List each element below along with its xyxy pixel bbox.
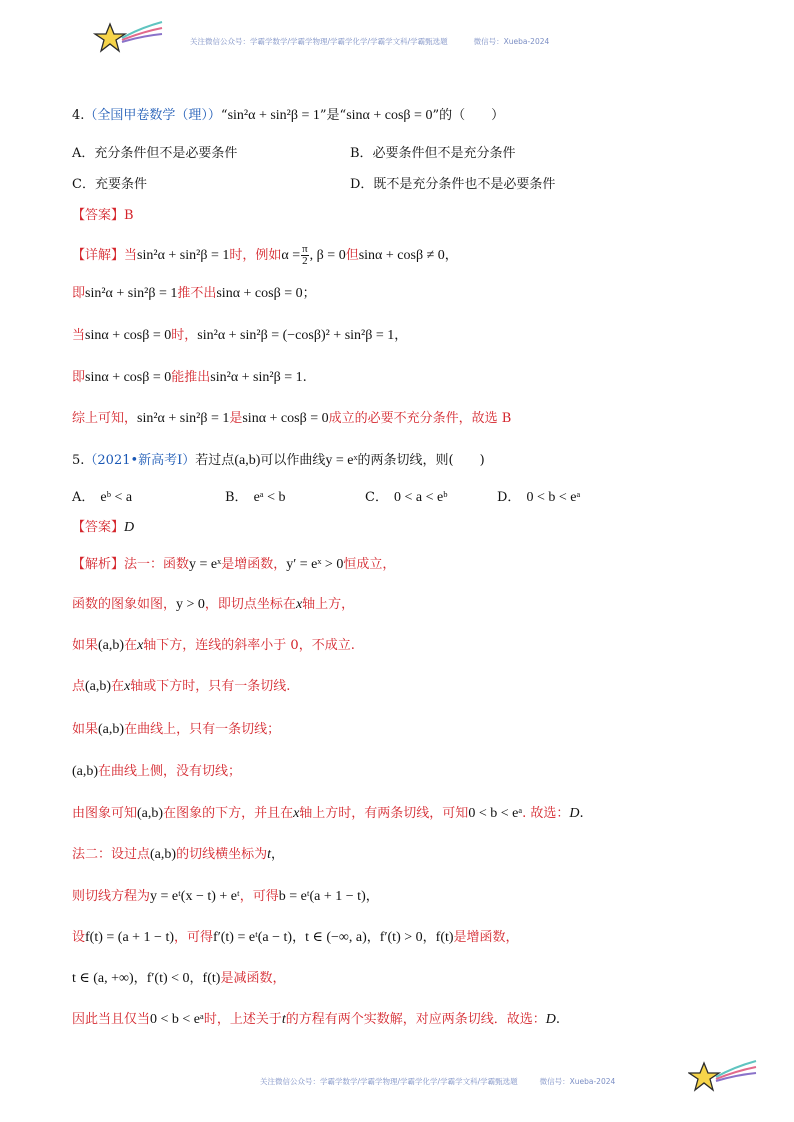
text: 在 xyxy=(124,638,138,653)
math: x xyxy=(295,597,303,612)
math: sin²α + sin²β = (−cosβ)² + sin²β = 1 xyxy=(197,328,395,343)
math: (a,b) xyxy=(137,806,164,821)
q4-detail-line2 xyxy=(72,285,316,303)
math: (a,b) xyxy=(98,722,125,737)
text: ， xyxy=(366,930,380,945)
math: x xyxy=(124,679,131,694)
math: sin²α + sin²β = 1 xyxy=(85,286,178,301)
q5-option-d xyxy=(497,489,580,507)
text: 如果 xyxy=(72,722,99,737)
text: ，即切点坐标在 xyxy=(204,597,296,612)
math: 0 < b < eᵃ xyxy=(150,1012,204,1027)
text: 在曲线上侧，没有切线； xyxy=(98,764,242,779)
text: 在曲线上，只有一条切线； xyxy=(124,722,281,737)
text: 即 xyxy=(72,370,86,385)
text: . 故选： xyxy=(522,806,570,821)
math: D xyxy=(569,806,580,821)
text: . xyxy=(555,1012,561,1027)
answer-value: B xyxy=(124,208,134,223)
math: sin²α + sin²β = 1 xyxy=(137,411,230,426)
math: sinα + cosβ = 0 xyxy=(85,328,172,343)
page-footer xyxy=(260,1076,615,1087)
option-math: 0 < a < eᵇ xyxy=(393,490,448,505)
math: f′(t) = eᵗ(a − t) xyxy=(213,930,293,945)
q5-option-c xyxy=(365,489,448,507)
text: 因此当且仅当 xyxy=(72,1012,151,1027)
text: ， xyxy=(365,889,379,904)
q4-detail-line4 xyxy=(72,369,307,387)
text: 可以作曲线 xyxy=(260,453,326,468)
text: 的两条切线，则( ) xyxy=(357,453,485,468)
q4-stem xyxy=(72,107,504,125)
q4-stem-close: ”的（ ） xyxy=(432,108,505,123)
option-math: eᵇ < a xyxy=(100,490,133,505)
text: 时，例如 xyxy=(229,248,282,263)
math: f′(t) > 0 xyxy=(379,930,423,945)
q4-quote: “ xyxy=(220,108,228,123)
text: 如果 xyxy=(72,638,99,653)
text: 轴上方时，有两条切线，可知 xyxy=(299,806,469,821)
math: α = xyxy=(281,248,301,263)
text: 综上可知， xyxy=(72,411,138,426)
footer-text: 关注微信公众号：学霸学数学/学霸学物理/学霸学化学/学霸学文科/学霸甄选题 xyxy=(260,1077,518,1086)
text: ， xyxy=(270,847,284,862)
text: 函数的图象如图， xyxy=(72,597,177,612)
q4-detail-line5 xyxy=(72,410,511,428)
text: 恒成立， xyxy=(343,557,396,572)
text: ， xyxy=(189,971,203,986)
math: b = eᵗ(a + 1 − t) xyxy=(278,889,366,904)
text: 设 xyxy=(72,930,86,945)
q5-solution-line10 xyxy=(72,929,519,947)
text: 能推出 xyxy=(171,370,211,385)
math: (a,b) xyxy=(85,679,112,694)
q5-option-a xyxy=(72,489,132,507)
text: 时，上述关于 xyxy=(203,1012,282,1027)
q4-cond1: sin²α + sin²β = 1 xyxy=(227,108,320,123)
math: sinα + cosβ = 0 xyxy=(85,370,172,385)
math: 0 < b < eᵃ xyxy=(468,806,523,821)
q5-solution-line12 xyxy=(72,1011,560,1029)
text: 时， xyxy=(171,328,198,343)
q5-solution-line5 xyxy=(72,721,280,739)
math: x xyxy=(293,806,300,821)
q5-solution-line1 xyxy=(72,556,395,574)
text: . xyxy=(302,370,307,385)
q4-detail-line3 xyxy=(72,327,407,345)
math: y = eᵗ(x − t) + eᵗ xyxy=(150,889,240,904)
analysis-label: 【解析】 xyxy=(72,557,125,572)
math: y > 0 xyxy=(176,597,205,612)
q5-source: （2021•新高考Ⅰ） xyxy=(84,453,196,468)
fraction-numerator: π xyxy=(302,243,308,255)
q5-solution-line4 xyxy=(72,678,290,696)
math: sinα + cosβ = 0 xyxy=(216,286,303,301)
math: f(t) = (a + 1 − t) xyxy=(85,930,175,945)
math: y = eˣ xyxy=(325,453,358,468)
text: ， xyxy=(394,328,408,343)
q4-option-c: C．充要条件 xyxy=(72,177,147,192)
q4-option-b: B．必要条件但不是充分条件 xyxy=(350,146,516,161)
q5-solution-line7 xyxy=(72,805,584,823)
text: ，可得 xyxy=(174,930,214,945)
q5-solution-line11 xyxy=(72,970,285,988)
math: y = eˣ xyxy=(189,557,222,572)
text: 则切线方程为 xyxy=(72,889,151,904)
detail-label: 【详解】 xyxy=(72,248,125,263)
q5-stem xyxy=(72,452,485,470)
q4-answer xyxy=(72,207,134,225)
header-wechat: 微信号：Xueba-2024 xyxy=(473,37,550,46)
text: ，可得 xyxy=(239,889,279,904)
page-header xyxy=(190,36,549,47)
text: 当 xyxy=(124,248,138,263)
q4-detail-line1 xyxy=(72,244,458,267)
fraction-pi-over-2 xyxy=(301,244,309,267)
math: f′(t) < 0 xyxy=(146,971,190,986)
text: 轴上方， xyxy=(302,597,355,612)
text: 点 xyxy=(72,679,86,694)
math: (a,b) xyxy=(98,638,125,653)
text: 成立的必要不充分条件，故选 B xyxy=(328,411,512,426)
text: ； xyxy=(302,286,316,301)
q4-number: 4. xyxy=(72,108,85,123)
math: f(t) xyxy=(202,971,221,986)
text: 但 xyxy=(345,248,359,263)
footer-wechat: 微信号：Xueba-2024 xyxy=(539,1077,616,1086)
math: D xyxy=(545,1012,556,1027)
text: ， xyxy=(133,971,147,986)
q5-solution-line8 xyxy=(72,846,284,864)
text: 是减函数， xyxy=(220,971,286,986)
text: 在图象的下方，并且在 xyxy=(163,806,294,821)
q5-solution-line9 xyxy=(72,888,379,906)
math: f(t) xyxy=(435,930,454,945)
text: 是 xyxy=(229,411,243,426)
text: 推不出 xyxy=(177,286,217,301)
math: y′ = eˣ > 0 xyxy=(286,557,344,572)
text: 在 xyxy=(111,679,125,694)
text: ， xyxy=(444,248,458,263)
text: 若过点 xyxy=(195,453,235,468)
text: 是增函数， xyxy=(221,557,287,572)
math: , β = 0 xyxy=(309,248,346,263)
answer-label: 【答案】 xyxy=(72,208,125,223)
q4-option-a: A．充分条件但不是必要条件 xyxy=(72,146,238,161)
option-math: eᵃ < b xyxy=(253,490,286,505)
q5-solution-line3 xyxy=(72,637,355,655)
star-logo-icon xyxy=(92,18,164,58)
math: sinα + cosβ = 0 xyxy=(242,411,329,426)
option-label: A． xyxy=(72,490,95,505)
q4-source: （全国甲卷数学（理）） xyxy=(84,108,221,123)
text: 即 xyxy=(72,286,86,301)
math: (a,b) xyxy=(72,764,99,779)
q5-number: 5. xyxy=(72,453,85,468)
q4-stem-mid: ”是“ xyxy=(319,108,347,123)
text: 轴或下方时，只有一条切线. xyxy=(130,679,291,694)
text: ， xyxy=(422,930,436,945)
text: 当 xyxy=(72,328,86,343)
text: 轴下方，连线的斜率小于 0，不成立. xyxy=(143,638,355,653)
text: ， xyxy=(292,930,306,945)
answer-value: D xyxy=(124,520,135,535)
q5-solution-line2 xyxy=(72,596,354,614)
q5-option-b xyxy=(225,489,286,507)
math: t ∈ (−∞, a) xyxy=(305,930,367,945)
math: (a,b) xyxy=(150,847,177,862)
math: (a,b) xyxy=(234,453,261,468)
math: t xyxy=(281,1012,286,1027)
text: 法一：函数 xyxy=(124,557,190,572)
math: t ∈ (a, +∞) xyxy=(72,971,134,986)
header-text: 关注微信公众号：学霸学数学/学霸学物理/学霸学化学/学霸学文科/学霸甄选题 xyxy=(190,37,448,46)
option-label: B． xyxy=(225,490,248,505)
text: 由图象可知 xyxy=(72,806,138,821)
q4-cond2: sinα + cosβ = 0 xyxy=(346,108,433,123)
q5-solution-line6 xyxy=(72,763,241,781)
math: sin²α + sin²β = 1 xyxy=(137,248,230,263)
answer-label: 【答案】 xyxy=(72,520,125,535)
fraction-denominator: 2 xyxy=(302,255,308,267)
star-logo-icon xyxy=(688,1057,760,1097)
text: 是增函数， xyxy=(453,930,519,945)
math: sinα + cosβ ≠ 0 xyxy=(358,248,445,263)
q5-answer xyxy=(72,519,134,537)
text: 的方程有两个实数解，对应两条切线．故选： xyxy=(285,1012,546,1027)
q4-option-d: D．既不是充分条件也不是必要条件 xyxy=(350,177,556,192)
math: t xyxy=(267,847,271,862)
option-label: D． xyxy=(497,490,521,505)
text: 的切线横坐标为 xyxy=(176,847,268,862)
text: . xyxy=(579,806,584,821)
option-label: C． xyxy=(365,490,388,505)
option-math: 0 < b < eᵃ xyxy=(526,490,581,505)
text: 法二：设过点 xyxy=(72,847,151,862)
math: sin²α + sin²β = 1 xyxy=(210,370,303,385)
math: x xyxy=(137,638,144,653)
